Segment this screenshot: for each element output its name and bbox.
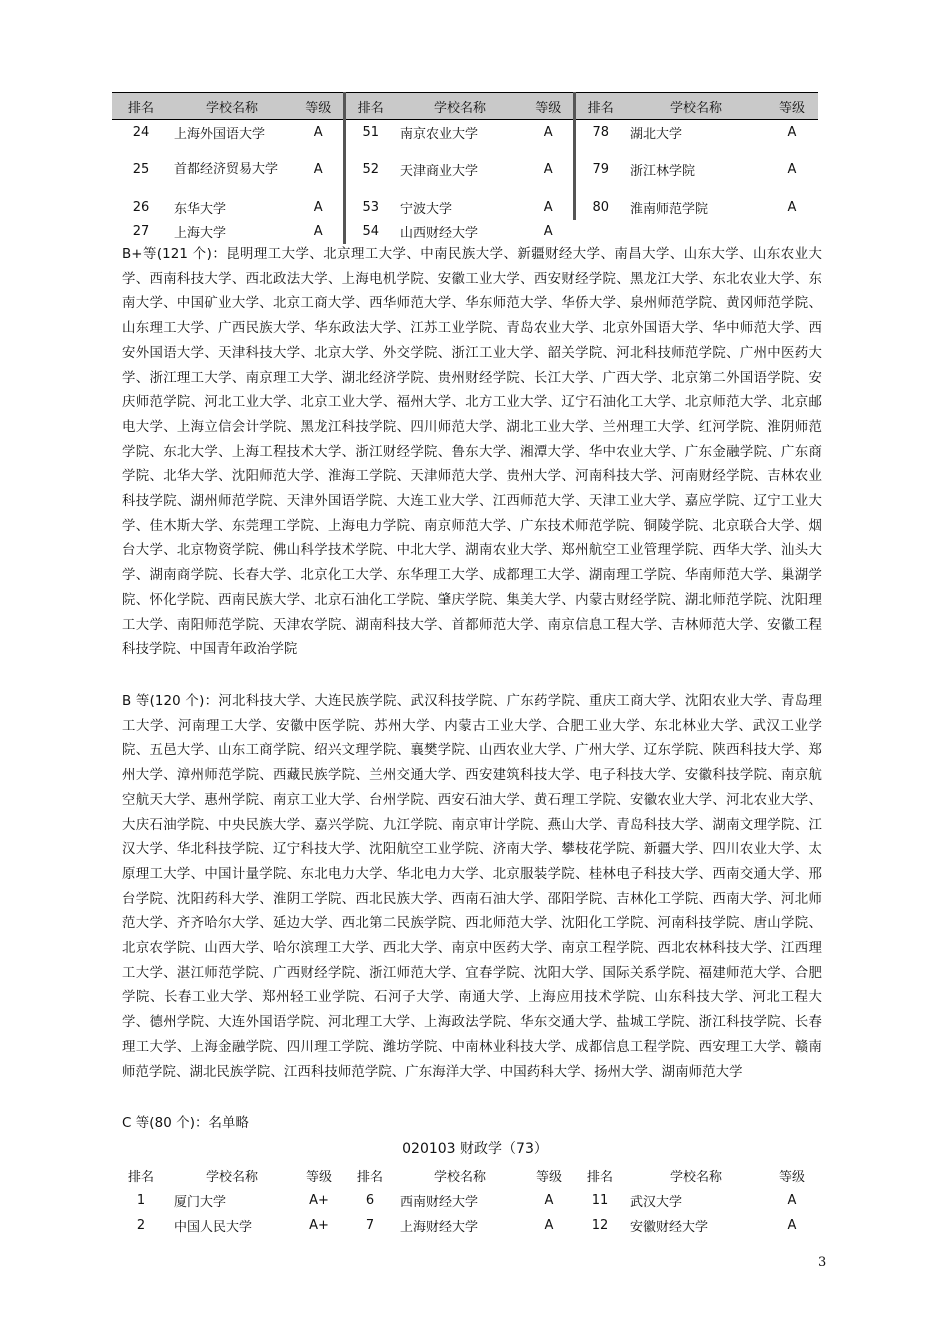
tier-c-heading: C 等(80 个)： [122, 1116, 209, 1131]
grade-cell: A [543, 224, 553, 239]
col-header-school: 学校名称 [669, 1169, 722, 1185]
rank-cell: 52 [344, 145, 396, 195]
school-cell: 上海外国语大学 [174, 126, 266, 142]
tier-b-block [122, 690, 822, 1085]
school-cell: 安徽财经大学 [630, 1220, 709, 1235]
school-cell: 宁波大学 [400, 201, 453, 217]
school-cell [626, 220, 766, 244]
col-header-school: 学校名称 [205, 1169, 258, 1185]
grade-cell: A [543, 124, 553, 140]
grade-cell: A [787, 199, 797, 215]
tier-c-block [122, 1112, 822, 1137]
table-row [112, 120, 818, 145]
col-header-grade: 等级 [766, 93, 818, 120]
table-row [112, 1213, 818, 1238]
tier-c-paragraph [122, 1112, 822, 1137]
grade-cell: A [313, 162, 323, 177]
col-header-school: 学校名称 [433, 1169, 486, 1185]
rank-cell: 78 [574, 120, 626, 145]
col-header-school: 学校名称 [396, 93, 524, 120]
table-row [112, 1188, 818, 1213]
col-header-school: 学校名称 [626, 93, 766, 120]
school-cell: 浙江林学院 [630, 164, 696, 179]
tier-c-list: 名单略 [208, 1116, 250, 1131]
tier-bplus-list: 昆明理工大学、北京理工大学、中南民族大学、新疆财经大学、南昌大学、山东大学、山东农业大学、西南科技大学、西北政法大学、上海电机学院、安徽工业大学、西安财经学院、黑龙江大学、东北农业大学、东南大学、中国矿业大学、北京工商大学、西华师范大学、华东师范大学、华侨大学、泉州师范学院、黄冈师范学院、山东理工大学、广西民族大学、华东政法大学、江苏工业学院、青岛农业大学、北京外国语大学、华中师范大学、西安外国语大学、天津科技大学、北京大学、外交学院、浙江工业大学、韶关学院、河北科技师范学院、广州中医药大学、浙江理工大学、南京理工大学、湖北经济学院、贵州财经学院、长江大学、广西大学、北京第二外国语学院、安庆师范学院、河北工业大学、北京工业大学、福州大学、北方工业大学、辽宁石油化工大学、北京师范大学、北京邮电大学、上海立信会计学院、黑龙江科技学院、四川师范大学、湖北工业大学、兰州理工大学、红河学院、淮阴师范学院、东北大学、上海工程技术大学、浙江财经学院、鲁东大学、湘潭大学、华中农业大学、广东金融学院、广东商学院、北华大学、沈阳师范大学、淮海工学院、天津师范大学、贵州大学、河南科技大学、河南财经学院、吉林农业科技学院、湖州师范学院、天津外国语学院、大连工业大学、江西师范大学、天津工业大学、嘉应学院、辽宁工业大学、佳木斯大学、东莞理工学院、上海电力学院、南京师范大学、广东技术师范学院、铜陵学院、北京联合大学、烟台大学、北京物资学院、佛山科学技术学院、中北大学、湖南农业大学、郑州航空工业管理学院、西华大学、汕头大学、湖南商学院、长春大学、北京化工大学、东华理工大学、成都理工大学、湖南理工学院、华南师范大学、巢湖学院、怀化学院、西南民族大学、北京石油化工学院、肇庆学院、集美大学、内蒙古财经学院、湖北师范学院、沈阳理工大学、南阳师范学院、天津农学院、湖南科技大学、首都师范大学、南京信息工程大学、吉林师范大学、安徽工程科技学院、中国青年政治学院 [122, 247, 822, 658]
col-header-grade: 等级 [305, 1169, 332, 1185]
col-header-grade: 等级 [294, 93, 344, 120]
rank-cell: 51 [344, 120, 396, 145]
col-header-rank: 排名 [574, 93, 626, 120]
table-header-row [112, 1162, 818, 1188]
rank-cell: 1 [136, 1193, 146, 1208]
grade-cell: A [787, 1218, 797, 1233]
grade-cell: A+ [309, 1193, 329, 1208]
table-row [112, 145, 818, 195]
grade-cell: A [543, 162, 553, 177]
grade-cell: A [787, 1193, 797, 1208]
rank-cell: 12 [591, 1218, 609, 1233]
rank-cell: 80 [574, 195, 626, 220]
rank-cell: 53 [344, 195, 396, 220]
ranking-table-bottom [112, 1162, 818, 1238]
rank-cell: 7 [365, 1218, 375, 1233]
col-header-rank: 排名 [344, 93, 396, 120]
col-header-school: 学校名称 [170, 93, 294, 120]
rank-cell: 79 [574, 145, 626, 195]
table-row [112, 195, 818, 220]
grade-cell: A [543, 199, 553, 215]
section-title: 020103 财政学（73） [402, 1141, 548, 1157]
table-header-row [112, 93, 818, 120]
rank-cell [574, 220, 626, 244]
school-cell: 淮南师范学院 [630, 201, 709, 217]
school-cell: 南京农业大学 [400, 126, 479, 142]
col-header-grade: 等级 [778, 1169, 805, 1185]
ranking-table-top [112, 92, 818, 244]
grade-cell: A [787, 124, 797, 140]
tier-b-list: 河北科技大学、大连民族学院、武汉科技学院、广东药学院、重庆工商大学、沈阳农业大学、青岛理工大学、河南理工大学、安徽中医学院、苏州大学、内蒙古工业大学、合肥工业大学、东北林业大学、武汉工业学院、五邑大学、山东工商学院、绍兴文理学院、襄樊学院、山西农业大学、广州大学、辽东学院、陕西科技大学、郑州大学、漳州师范学院、西藏民族学院、兰州交通大学、西安建筑科技大学、电子科技大学、安徽科技学院、南京航空航天大学、惠州学院、南京工业大学、台州学院、西安石油大学、黄石理工学院、安徽农业大学、河北农业大学、大庆石油学院、中央民族大学、嘉兴学院、九江学院、南京审计学院、燕山大学、青岛科技大学、湖南文理学院、江汉大学、华北科技学院、辽宁科技大学、沈阳航空工业学院、济南大学、攀枝花学院、新疆大学、四川农业大学、太原理工大学、中国计量学院、东北电力大学、华北电力大学、北京服装学院、桂林电子科技大学、西南交通大学、邢台学院、沈阳药科大学、淮阴工学院、西北民族大学、西南石油大学、邵阳学院、吉林化工学院、西南大学、河北师范大学、齐齐哈尔大学、延边大学、西北第二民族学院、西北师范大学、沈阳化工学院、河南科技学院、唐山学院、北京农学院、山西大学、哈尔滨理工大学、西北大学、南京中医药大学、南京工程学院、西北农林科技大学、江西理工大学、湛江师范学院、广西财经学院、浙江师范大学、宜春学院、沈阳大学、国际关系学院、福建师范大学、合肥学院、长春工业大学、郑州轻工业学院、石河子大学、南通大学、上海应用技术学院、山东科技大学、河北工程大学、德州学院、大连外国语学院、河北理工大学、上海政法学院、华东交通大学、盐城工学院、浙江科技学院、长春理工大学、上海金融学院、四川理工学院、潍坊学院、中南林业科技大学、成都信息工程学院、西安理工大学、赣南师范学院、湖北民族学院、江西科技师范学院、广东海洋大学、中国药科大学、扬州大学、湖南师范大学 [122, 694, 822, 1080]
grade-cell [766, 220, 818, 244]
school-cell: 武汉大学 [630, 1195, 683, 1210]
rank-cell: 11 [591, 1193, 609, 1208]
grade-cell: A+ [309, 1218, 329, 1233]
school-cell: 厦门大学 [174, 1195, 227, 1210]
col-header-rank: 排名 [586, 1169, 613, 1185]
page-number: 3 [818, 1255, 827, 1270]
col-header-rank: 排名 [112, 93, 170, 120]
tier-b-paragraph [122, 690, 822, 1085]
grade-cell: A [544, 1218, 554, 1233]
school-cell: 山西财经大学 [400, 226, 479, 241]
school-cell: 东华大学 [174, 201, 227, 217]
tier-b-heading: B 等(120 个)： [122, 694, 219, 709]
rank-cell: 26 [132, 199, 150, 215]
school-cell: 首都经济贸易大学 [174, 161, 279, 177]
col-header-grade: 等级 [524, 93, 574, 120]
school-cell: 中国人民大学 [174, 1220, 253, 1235]
grade-cell: A [313, 224, 323, 239]
school-cell: 湖北大学 [630, 126, 683, 142]
grade-cell: A [544, 1193, 554, 1208]
rank-cell: 24 [132, 124, 150, 140]
table-row [112, 220, 818, 244]
tier-bplus-paragraph [122, 243, 822, 663]
col-header-grade: 等级 [535, 1169, 562, 1185]
rank-cell: 2 [136, 1218, 146, 1233]
school-cell: 天津商业大学 [400, 164, 479, 179]
tier-bplus-block [122, 243, 822, 663]
school-cell: 上海财经大学 [400, 1220, 479, 1235]
grade-cell: A [787, 162, 797, 177]
grade-cell: A [313, 199, 323, 215]
rank-cell: 54 [344, 220, 396, 244]
col-header-rank: 排名 [127, 1169, 154, 1185]
col-header-rank: 排名 [356, 1169, 383, 1185]
rank-cell: 27 [132, 224, 150, 239]
school-cell: 上海大学 [174, 226, 227, 241]
rank-cell: 6 [365, 1193, 375, 1208]
school-cell: 西南财经大学 [400, 1195, 479, 1210]
grade-cell: A [313, 124, 323, 140]
tier-bplus-heading: B+等(121 个)： [122, 247, 227, 262]
rank-cell: 25 [132, 162, 150, 177]
